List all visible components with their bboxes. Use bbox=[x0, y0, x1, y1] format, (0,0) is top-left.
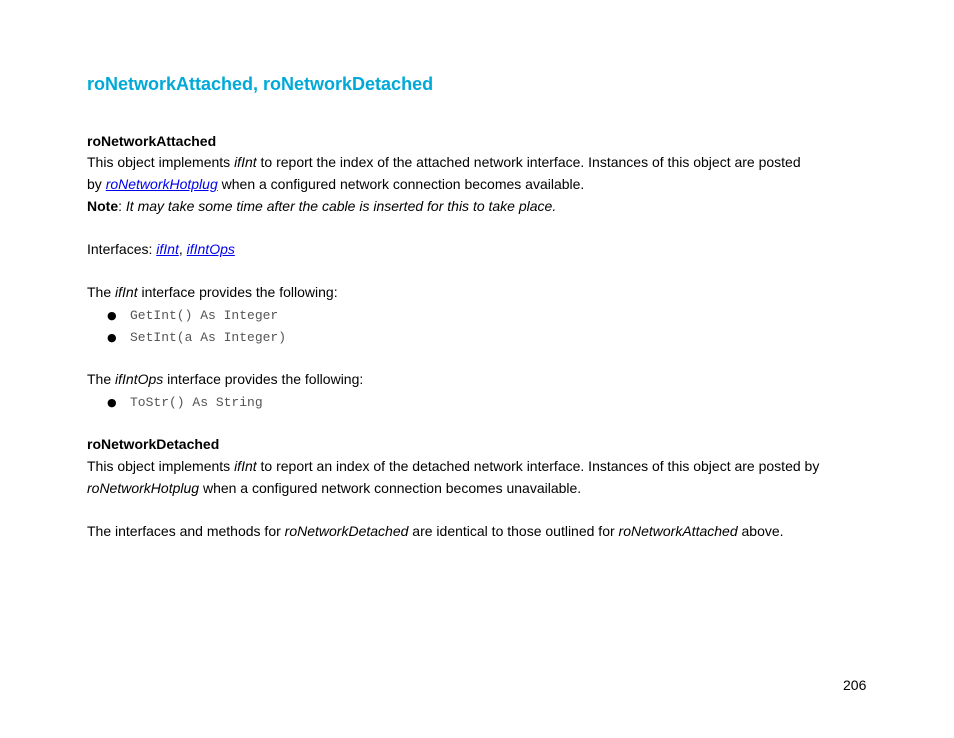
page-number: 206 bbox=[843, 677, 867, 693]
text-run: This object implements bbox=[87, 154, 235, 170]
ifintops-link[interactable]: ifIntOps bbox=[186, 241, 235, 257]
note-text: It may take some time after the cable is inserted for this to take place. bbox=[125, 198, 557, 214]
bullet-icon: ● bbox=[107, 309, 117, 322]
list-item bbox=[107, 393, 263, 412]
interfaces-separator: , bbox=[178, 241, 187, 257]
ifintops-intro bbox=[87, 370, 363, 388]
bullet-icon: ● bbox=[107, 396, 117, 409]
object-name: roNetworkAttached bbox=[618, 523, 738, 539]
page-title: roNetworkAttached, roNetworkDetached bbox=[87, 74, 434, 94]
text-run: by bbox=[87, 176, 106, 192]
method-signature: SetInt(a As Integer) bbox=[130, 330, 287, 345]
text-run: The interfaces and methods for bbox=[87, 523, 285, 539]
text-run: This object implements bbox=[87, 458, 235, 474]
list-item bbox=[107, 306, 278, 325]
text-run: are identical to those outlined for bbox=[408, 523, 619, 539]
attached-paragraph-line-2 bbox=[87, 175, 584, 193]
interfaces-label: Interfaces: bbox=[87, 241, 157, 257]
text-run: interface provides the following: bbox=[137, 284, 338, 300]
text-run: above. bbox=[737, 523, 784, 539]
method-signature: GetInt() As Integer bbox=[130, 308, 279, 323]
detached-heading: roNetworkDetached bbox=[87, 436, 220, 452]
bullet-icon: ● bbox=[107, 331, 117, 344]
interfaces-line bbox=[87, 240, 235, 258]
detached-paragraph-line-1 bbox=[87, 457, 819, 475]
ronetworkhotplug-link[interactable]: roNetworkHotplug bbox=[105, 176, 218, 192]
interface-name: ifInt bbox=[234, 154, 257, 170]
interface-name: ifIntOps bbox=[115, 371, 164, 387]
text-run: when a configured network connection becomes available. bbox=[217, 176, 585, 192]
text-run: The bbox=[87, 284, 116, 300]
detached-paragraph-line-3 bbox=[87, 522, 784, 540]
ifint-link[interactable]: ifInt bbox=[156, 241, 179, 257]
list-item bbox=[107, 328, 286, 347]
ifint-intro bbox=[87, 283, 338, 301]
text-run: to report an index of the detached network interface. Instances of this object are posted by bbox=[256, 458, 820, 474]
interface-name: ifInt bbox=[115, 284, 138, 300]
object-name: roNetworkDetached bbox=[284, 523, 409, 539]
note-label: Note bbox=[87, 198, 119, 214]
attached-paragraph-line-1 bbox=[87, 153, 801, 171]
text-run: to report the index of the attached network interface. Instances of this object are posted bbox=[256, 154, 801, 170]
text-run: interface provides the following: bbox=[163, 371, 364, 387]
attached-heading: roNetworkAttached bbox=[87, 133, 217, 149]
interface-name: ifInt bbox=[234, 458, 257, 474]
note-separator: : bbox=[118, 198, 126, 214]
method-signature: ToStr() As String bbox=[130, 395, 263, 410]
detached-paragraph-line-2 bbox=[87, 479, 581, 497]
attached-note bbox=[87, 197, 556, 215]
text-run: The bbox=[87, 371, 116, 387]
text-run: when a configured network connection becomes unavailable. bbox=[199, 480, 582, 496]
object-name: roNetworkHotplug bbox=[87, 480, 200, 496]
